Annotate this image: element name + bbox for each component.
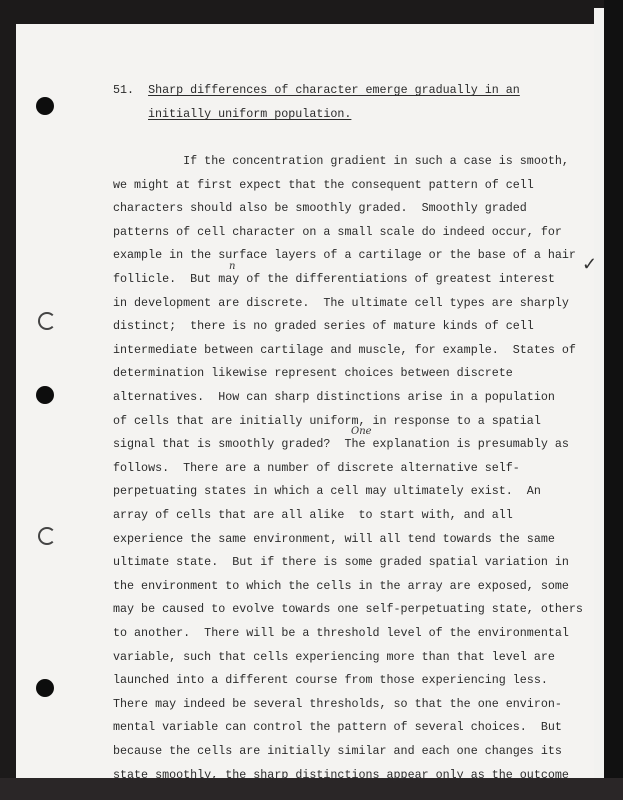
- text-line: of cells that are initially uniform, in response to a spatial: [113, 413, 541, 428]
- text-line: example in the surface layers of a cartilage or the base of a hair: [113, 248, 576, 263]
- handwritten-replacement-one: One: [351, 426, 372, 437]
- text-line: follows. There are a number of discrete alternative self-: [113, 460, 520, 475]
- text-line: distinct; there is no graded series of mature kinds of cell: [113, 319, 534, 334]
- text-line: in development are discrete. The ultimate cell types are sharply: [113, 295, 569, 310]
- text-line: launched into a different course from those experiencing less.: [113, 673, 548, 688]
- text-line: to another. There will be a threshold level of the environmental: [113, 626, 569, 640]
- text-line: patterns of cell character on a small scale do indeed occur, for: [113, 224, 562, 239]
- text-line: ultimate state. But if there is some graded spatial variation in: [113, 555, 569, 570]
- text-line: the environment to which the cells in the array are exposed, some: [113, 578, 569, 593]
- text-line: characters should also be smoothly graded. Smoothly graded: [113, 201, 527, 216]
- text-line: intermediate between cartilage and muscle, for example. States of: [113, 342, 576, 357]
- text-line: array of cells that are all alike to start with, and all: [113, 508, 513, 522]
- handwritten-checkmark: ✓: [582, 254, 598, 275]
- text-line: mental variable can control the pattern of several choices. But: [113, 720, 562, 735]
- text-line: we might at first expect that the consequent pattern of cell: [113, 177, 534, 192]
- text-line: There may indeed be several thresholds, so that the one environ-: [113, 696, 562, 711]
- text-line: state smoothly, the sharp distinctions appear only as the outcome: [113, 767, 569, 782]
- punch-hole: [36, 97, 54, 115]
- section-heading-line-2: [148, 108, 351, 120]
- text-line: experience the same environment, will all tend towards the same: [113, 531, 555, 546]
- section-heading-line-1: [113, 84, 520, 96]
- punch-hole: [36, 386, 54, 404]
- text-line: because the cells are initially similar and each one changes its: [113, 744, 562, 758]
- heading-text-1: Sharp differences of character emerge gradually in an: [148, 83, 520, 97]
- section-number: 51.: [113, 83, 135, 97]
- page-edge: [594, 8, 604, 788]
- text-line: perpetuating states in which a cell may ultimately exist. An: [113, 484, 541, 499]
- text-line: signal that is smoothly graded? The explanation is presumably as: [113, 437, 569, 452]
- punch-hole: [36, 679, 54, 697]
- text-line: determination likewise represent choices between discrete: [113, 366, 513, 381]
- text-line: follicle. But may of the differentiations of greatest interest: [113, 272, 555, 286]
- text-line: alternatives. How can sharp distinctions arise in a population: [113, 390, 555, 404]
- text-line: variable, such that cells experiencing more than that level are: [113, 649, 555, 664]
- handwritten-insert-n: n: [229, 261, 236, 272]
- heading-text-2: initially uniform population.: [148, 107, 352, 121]
- text-line: If the concentration gradient in such a case is smooth,: [113, 154, 569, 168]
- punch-hole-reinforced: [38, 527, 56, 545]
- scan-border: [604, 0, 623, 800]
- punch-hole-reinforced: [38, 312, 56, 330]
- text-line: may be caused to evolve towards one self-perpetuating state, others: [113, 602, 583, 617]
